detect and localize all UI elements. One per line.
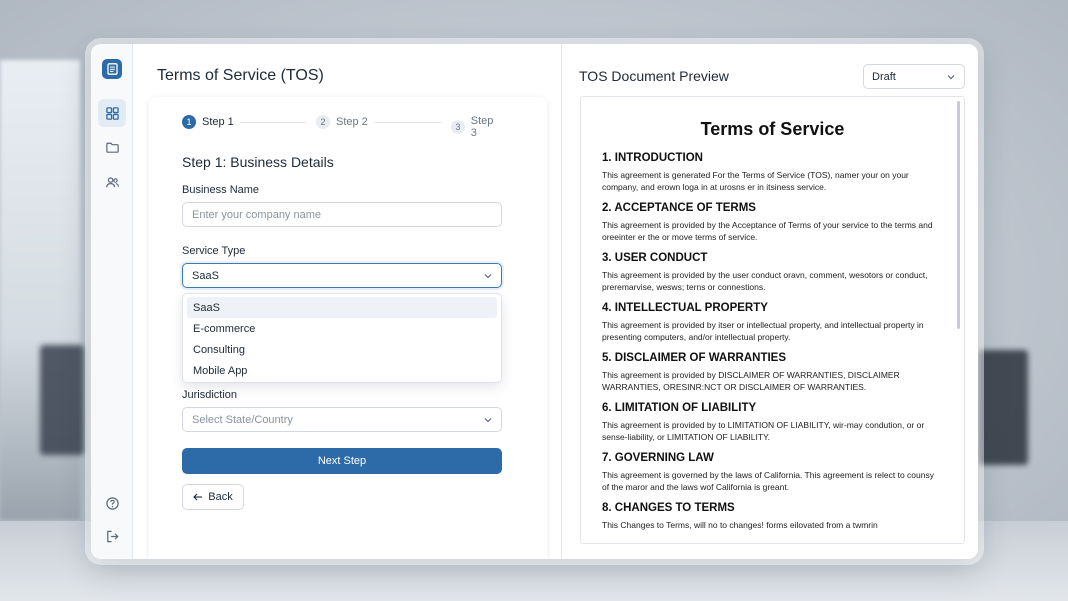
jurisdiction-select[interactable] xyxy=(182,407,502,432)
jurisdiction-placeholder: Select State/Country xyxy=(192,413,293,426)
step-connector xyxy=(375,122,441,123)
status-select[interactable] xyxy=(863,64,965,89)
form-card xyxy=(149,97,547,559)
section-text: This agreement is governed by the laws of California. This agreement is relect to counsy of the maror and the laws wof California is greant. xyxy=(602,470,934,492)
service-type-label: Service Type xyxy=(182,245,246,257)
logout-icon xyxy=(105,529,120,544)
stepper xyxy=(182,115,502,139)
section-text: This agreement is provided by to LIMITATION OF LIABILITY, wir-may condution, or or sense-liability, or LIMITATION OF LIABILITY. xyxy=(602,420,925,442)
section-heading: 4. INTELLECTUAL PROPERTY xyxy=(602,302,768,314)
next-step-button[interactable]: Next Step xyxy=(182,448,502,474)
back-button[interactable] xyxy=(182,484,244,510)
section-text: This agreement is provided by the Acceptance of Terms of your service to the terms and oreeinter er the or move terms of service. xyxy=(602,220,933,242)
step-connector xyxy=(240,122,306,123)
step-2-number: 2 xyxy=(316,115,330,129)
step-3-number: 3 xyxy=(451,120,465,134)
document-body xyxy=(602,152,937,540)
service-type-dropdown xyxy=(182,293,502,383)
nav-files[interactable] xyxy=(98,133,126,161)
sidebar xyxy=(91,44,133,559)
step-3[interactable] xyxy=(451,115,502,139)
option-ecommerce[interactable]: E-commerce xyxy=(193,322,256,335)
folder-icon xyxy=(105,140,120,155)
step-3-label: Step 3 xyxy=(470,115,494,139)
business-name-label: Business Name xyxy=(182,184,260,196)
grid-icon xyxy=(105,106,120,121)
nav-users[interactable] xyxy=(98,168,126,196)
preview-title: TOS Document Preview xyxy=(579,68,729,84)
step-2-label: Step 2 xyxy=(336,116,368,128)
section-heading: 1. INTRODUCTION xyxy=(602,152,703,164)
option-consulting[interactable]: Consulting xyxy=(193,343,245,356)
section-heading: 8. CHANGES TO TERMS xyxy=(602,502,735,514)
section-heading: 7. GOVERNING LAW xyxy=(602,452,714,464)
nav-help[interactable] xyxy=(98,489,126,517)
service-type-value: SaaS xyxy=(192,269,219,282)
nav-logout[interactable] xyxy=(98,522,126,550)
document-title: Terms of Service xyxy=(700,119,845,139)
section-text: This agreement is generated For the Terms of Service (TOS), namer your on your company, and erown loga in at urosns er in itsiness service. xyxy=(602,170,909,192)
business-name-input[interactable] xyxy=(182,202,502,227)
users-icon xyxy=(105,175,120,190)
help-icon xyxy=(105,496,120,511)
section-text: This agreement is provided by DISCLAIMER OF WARRANTIES, DISCLAIMER WARRANTIES, ORESINR:NCT OR DISCLAIMER OF WARRANTIES. xyxy=(602,370,900,392)
panel-divider xyxy=(561,44,562,559)
back-label: Back xyxy=(208,491,233,503)
section-text: This agreement is provided by itser or intellectual property, and intellectual property in presenting computers, and/or intellectual property. xyxy=(602,320,924,342)
status-value: Draft xyxy=(872,70,896,83)
step-2[interactable] xyxy=(316,115,368,129)
section-heading: 2. ACCEPTANCE OF TERMS xyxy=(602,202,756,214)
section-heading: 6. LIMITATION OF LIABILITY xyxy=(602,402,757,414)
nav-dashboard[interactable] xyxy=(98,99,126,127)
background-monitor-right xyxy=(978,350,1028,465)
step-1-number: 1 xyxy=(182,115,196,129)
step-1[interactable] xyxy=(182,115,234,129)
option-mobile-app[interactable]: Mobile App xyxy=(193,364,248,377)
chevron-down-icon xyxy=(947,73,955,81)
arrow-left-icon xyxy=(193,493,203,501)
page-title: Terms of Service (TOS) xyxy=(157,67,324,84)
background-monitor-left xyxy=(40,345,84,455)
chevron-down-icon xyxy=(484,272,492,280)
service-type-select[interactable] xyxy=(182,263,502,288)
chevron-down-icon xyxy=(484,416,492,424)
app-window xyxy=(91,44,978,559)
section-heading: 3. USER CONDUCT xyxy=(602,252,708,264)
section-heading: 5. DISCLAIMER OF WARRANTIES xyxy=(602,352,787,364)
business-name-placeholder: Enter your company name xyxy=(192,208,322,221)
document-icon[interactable] xyxy=(102,59,122,79)
form-title: Step 1: Business Details xyxy=(182,154,334,170)
document-preview[interactable] xyxy=(580,96,965,544)
step-1-label: Step 1 xyxy=(202,116,234,128)
option-saas[interactable]: SaaS xyxy=(187,297,497,318)
section-text: This agreement is provided by the user conduct oravn, comment, wesotors or conduct, preremarvise, wesws; terns or connestions. xyxy=(602,270,928,292)
jurisdiction-label: Jurisdiction xyxy=(182,389,238,401)
section-text: This Changes to Terms, will no to changes! forms eilovated from a twmrin xyxy=(602,520,878,530)
